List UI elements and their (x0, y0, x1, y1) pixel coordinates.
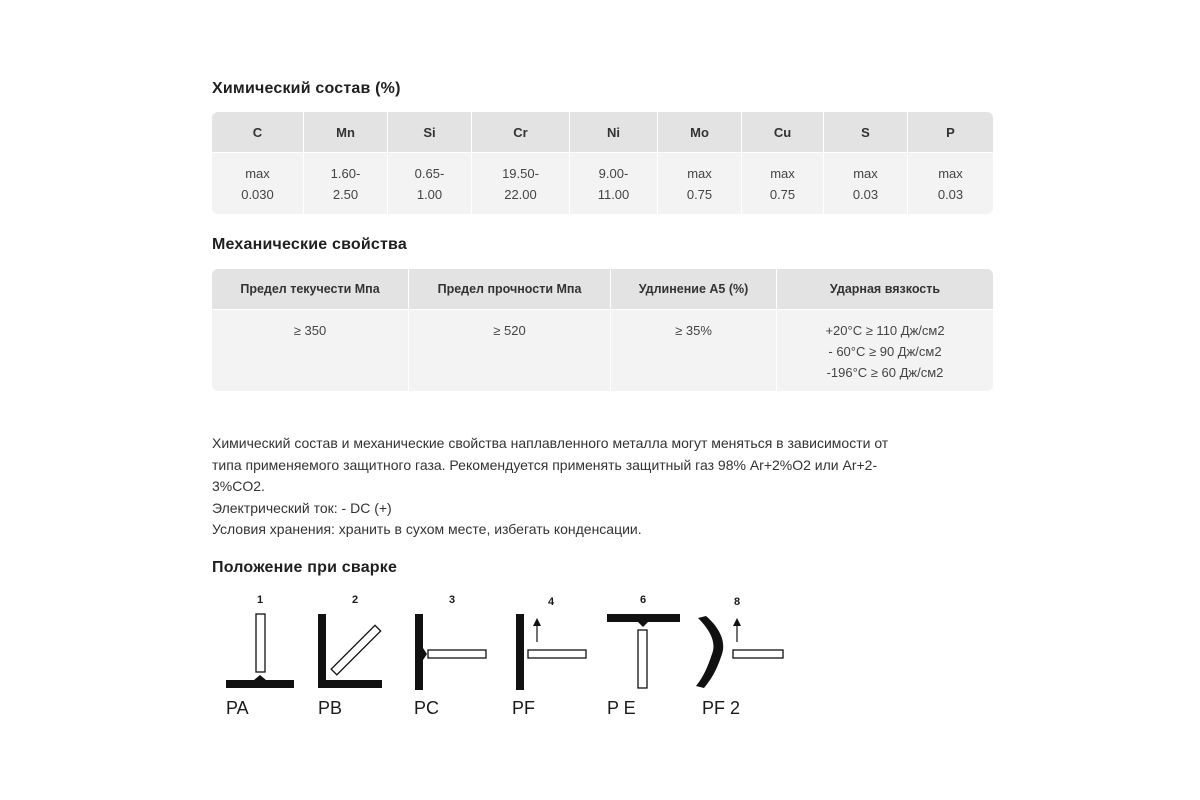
chem-header-mn: Mn (304, 112, 388, 152)
chem-header-p: P (908, 112, 993, 152)
impact-line: +20°C ≥ 110 Дж/см2 (825, 323, 945, 338)
position-label: PB (318, 698, 343, 718)
welding-positions-title: Положение при сварке (212, 559, 398, 576)
chemical-composition-title: Химический состав (%) (212, 80, 401, 97)
position-number: 1 (257, 594, 264, 606)
chem-value-cr: 19.50- 22.00 (472, 152, 570, 214)
storage-conditions-line: Условия хранения: хранить в сухом месте, избегать конденсации. (212, 521, 642, 537)
chem-header-ni: Ni (570, 112, 658, 152)
position-pe-diagram (607, 594, 680, 718)
electric-current-line: Электрический ток: - DC (+) (212, 499, 392, 516)
chem-header-cr: Cr (472, 112, 570, 152)
mechanical-value-row (212, 309, 993, 391)
position-pa-diagram (226, 594, 294, 718)
chem-value-cu: max 0.75 (742, 152, 824, 214)
position-label: PC (414, 698, 440, 718)
chem-value-mo: max 0.75 (658, 152, 742, 214)
chem-value-s: max 0.03 (824, 152, 908, 214)
mechanical-properties-title: Механические свойства (212, 236, 407, 253)
mech-header-yield: Предел текучести Мпа (212, 269, 409, 309)
description-line: Химический состав и механические свойства наплавленного металла могут меняться в зависимости от (212, 435, 889, 451)
position-pb-diagram (318, 594, 382, 718)
chem-header-cu: Cu (742, 112, 824, 152)
mech-header-impact: Ударная вязкость (777, 269, 993, 309)
impact-line: - 60°C ≥ 90 Дж/см2 (828, 344, 942, 359)
position-pc-diagram (414, 594, 486, 718)
position-number: 3 (449, 594, 456, 606)
position-number: 4 (548, 596, 555, 608)
position-number: 8 (734, 596, 741, 608)
position-label: PA (226, 698, 249, 718)
position-label: P E (607, 698, 636, 718)
description-line: типа применяемого защитного газа. Рекомендуется применять защитный газ 98% Ar+2%O2 или Ar+2- (212, 456, 878, 473)
position-number: 6 (640, 594, 647, 606)
mechanical-header-row (212, 269, 993, 309)
chem-header-mo: Mo (658, 112, 742, 152)
position-number: 2 (352, 594, 359, 606)
mech-value-yield: ≥ 350 (212, 309, 409, 391)
chem-header-c: C (212, 112, 304, 152)
position-label: PF 2 (702, 698, 741, 718)
mech-value-impact (777, 309, 993, 391)
position-label: PF (512, 698, 536, 718)
mech-header-tensile: Предел прочности Мпа (409, 269, 611, 309)
chem-header-si: Si (388, 112, 472, 152)
chemical-composition-table (212, 112, 993, 214)
chem-value-mn: 1.60- 2.50 (304, 152, 388, 214)
mech-header-elongation: Удлинение А5 (%) (611, 269, 777, 309)
mech-value-tensile: ≥ 520 (409, 309, 611, 391)
mechanical-properties-table (212, 269, 993, 391)
chem-value-p: max 0.03 (908, 152, 993, 214)
chem-header-s: S (824, 112, 908, 152)
chem-value-ni: 9.00- 11.00 (570, 152, 658, 214)
mech-value-elongation: ≥ 35% (611, 309, 777, 391)
position-pf2-diagram (696, 596, 783, 718)
chem-value-c: max 0.030 (212, 152, 304, 214)
position-pf-diagram (512, 596, 586, 718)
description-text (212, 433, 1002, 541)
chem-value-si: 0.65- 1.00 (388, 152, 472, 214)
welding-positions-diagram (212, 588, 812, 728)
impact-line: -196°C ≥ 60 Дж/см2 (826, 365, 944, 380)
chemical-header-row (212, 112, 993, 152)
chemical-value-row (212, 152, 993, 214)
description-line: 3%CO2. (212, 478, 265, 494)
